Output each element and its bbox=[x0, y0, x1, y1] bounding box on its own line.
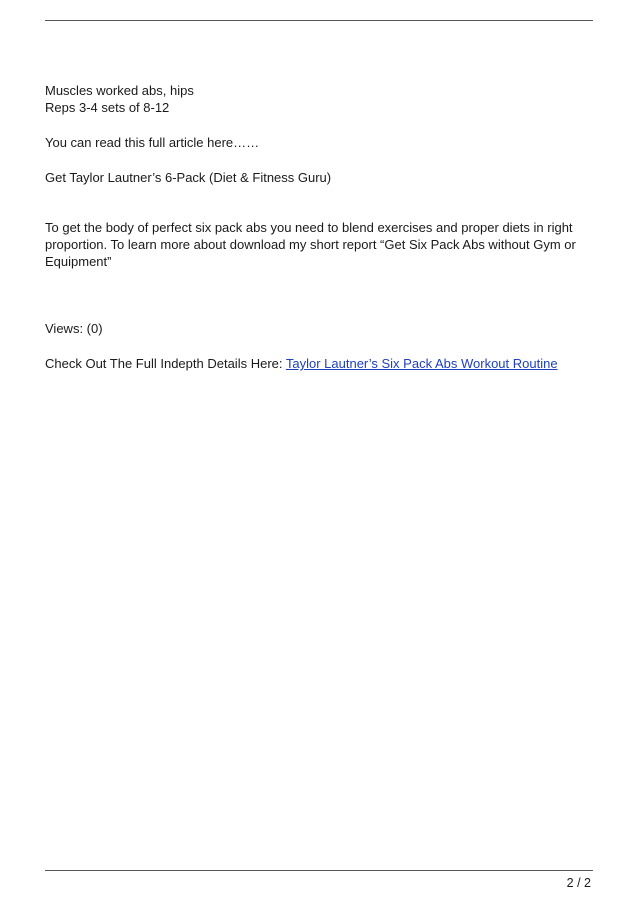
muscles-worked-text: Muscles worked abs, hips bbox=[45, 83, 194, 98]
header-rule bbox=[45, 20, 593, 21]
intro-paragraph: To get the body of perfect six pack abs you need to blend exercises and proper diets in right proportion. To learn more about download my short report “Get Six Pack Abs without Gym or Equipment” bbox=[45, 220, 576, 269]
get-pack-text: Get Taylor Lautner’s 6-Pack (Diet & Fitness Guru) bbox=[45, 170, 332, 185]
views-count: Views: (0) bbox=[45, 321, 103, 336]
page-number: 2 / 2 bbox=[566, 876, 591, 890]
footer-rule bbox=[45, 870, 593, 871]
reps-text: Reps 3-4 sets of 8-12 bbox=[45, 100, 170, 115]
details-prefix: Check Out The Full Indepth Details Here: bbox=[45, 356, 286, 371]
details-line bbox=[45, 355, 593, 372]
read-more-text: You can read this full article here…… bbox=[45, 135, 260, 150]
workout-routine-link[interactable]: Taylor Lautner’s Six Pack Abs Workout Routine bbox=[285, 356, 558, 371]
document-body bbox=[45, 82, 593, 372]
